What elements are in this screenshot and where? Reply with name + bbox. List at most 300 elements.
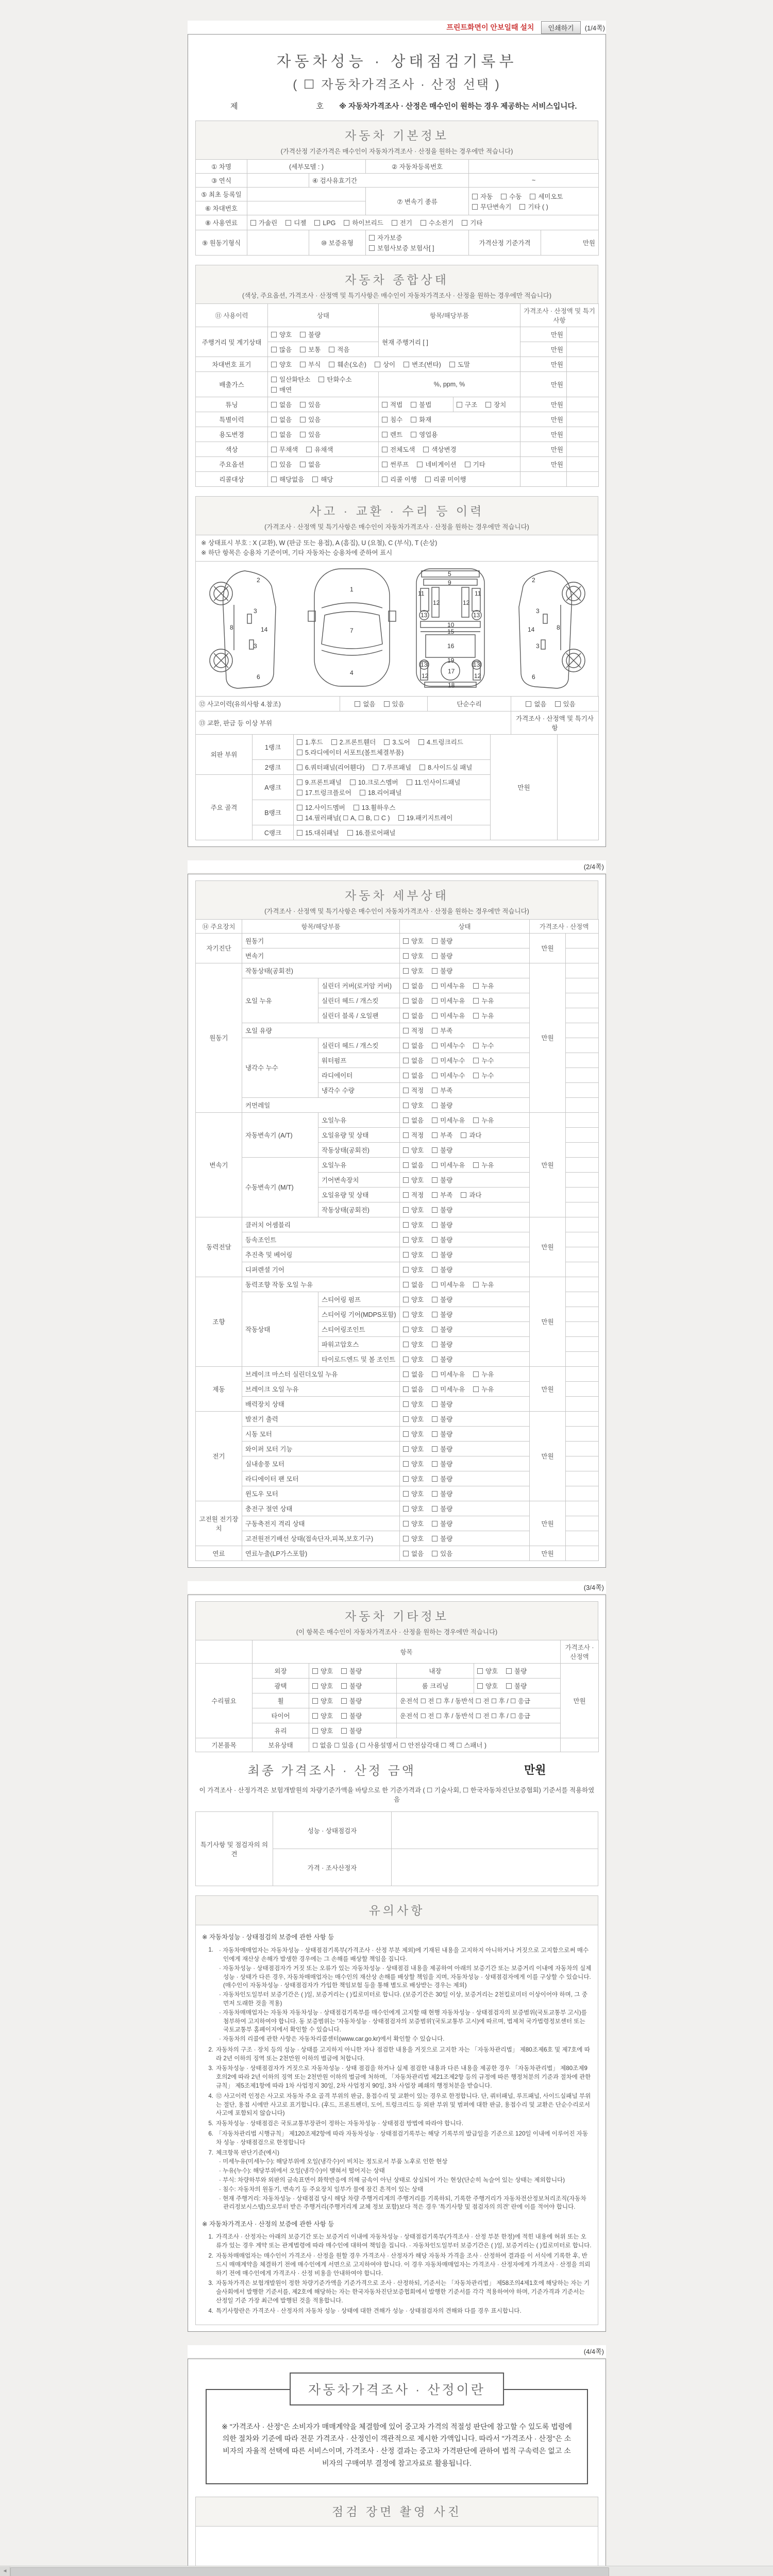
checkbox-option[interactable]: 렌트: [382, 429, 402, 439]
checkbox-option[interactable]: 불량: [432, 1473, 452, 1484]
checkbox-option[interactable]: 전체도색: [382, 444, 415, 454]
checkbox-option[interactable]: 네비게이션: [417, 459, 456, 469]
checkbox-option[interactable]: 과다: [461, 1190, 481, 1200]
checkbox-option[interactable]: 11.인사이드패널: [407, 777, 461, 787]
checkbox-option[interactable]: 양호: [403, 1324, 424, 1334]
notes-item: [202, 2130, 592, 2147]
checkbox-icon: [432, 1252, 438, 1258]
checkbox-option[interactable]: 양호: [403, 1354, 424, 1364]
checkbox-icon: [457, 402, 462, 408]
checkbox-option[interactable]: 없음: [403, 1115, 424, 1125]
checkbox-option[interactable]: 불량: [432, 1429, 452, 1439]
checkbox-icon: [344, 220, 349, 226]
table-row: [196, 1693, 599, 1708]
checkbox-option[interactable]: 양호: [403, 1429, 424, 1439]
checkbox-option[interactable]: 있음: [300, 414, 321, 425]
notes-section2-title: ※ 자동차가격조사 · 산정의 보증에 관한 사항 등: [202, 2221, 334, 2228]
checkbox-option[interactable]: 적정: [403, 1190, 424, 1200]
svg-text:19: 19: [447, 656, 455, 664]
checkbox-option[interactable]: 해당없음: [271, 474, 304, 484]
checkbox-option[interactable]: 미세누유: [432, 1279, 465, 1290]
checkbox-icon: [271, 447, 277, 452]
install-notice-link[interactable]: 프린트화면이 안보일때 설치: [446, 23, 534, 31]
row-label: 내장: [397, 1663, 474, 1678]
checkbox-option[interactable]: 양호: [403, 1518, 424, 1529]
checkbox-option[interactable]: 양호: [312, 1710, 333, 1721]
checkbox-icon: [382, 447, 388, 452]
cell: 발전기 출력: [242, 1411, 400, 1426]
checkbox-option[interactable]: 18.리어패널: [360, 787, 402, 798]
history-note: (가격조사 · 산정액 및 특기사항은 매수인이 자동차가격조사 · 산정을 원하는 경우에만 적습니다): [264, 523, 529, 531]
checkbox-option[interactable]: 가솔린: [250, 217, 277, 228]
checkbox-icon: [271, 332, 277, 337]
checkbox-icon: [300, 362, 306, 367]
cell: [400, 1277, 530, 1292]
checkbox-option[interactable]: 불량: [432, 965, 452, 976]
cell: [400, 1516, 530, 1531]
checkbox-option[interactable]: 6.쿼터패널(리어휀다): [297, 762, 364, 772]
checkbox-option[interactable]: 없음: [271, 414, 292, 425]
checkbox-icon: [297, 739, 303, 745]
checkbox-option[interactable]: 있음: [384, 699, 405, 709]
checkbox-option[interactable]: 상이: [375, 359, 395, 369]
checkbox-option[interactable]: 불량: [432, 936, 452, 946]
checkbox-option[interactable]: 기타 ( ): [519, 201, 548, 212]
checkbox-icon: [382, 402, 388, 408]
blank-cell: [567, 342, 599, 357]
checkbox-option[interactable]: 4.트렁크리드: [418, 737, 463, 747]
checkbox-option[interactable]: 양호: [403, 1234, 424, 1245]
checkbox-option[interactable]: 불량: [432, 1518, 452, 1529]
checkbox-option[interactable]: 화재: [411, 414, 431, 425]
checkbox-option[interactable]: 3.도어: [384, 737, 410, 747]
field-label: ⑥ 차대번호: [196, 201, 247, 215]
cell: 워터펌프: [318, 1053, 400, 1067]
scroll-left-arrow-icon[interactable]: ◄: [0, 2567, 10, 2576]
checkbox-option[interactable]: 양호: [403, 1399, 424, 1409]
checkbox-option[interactable]: 적정: [403, 1025, 424, 1036]
checkbox-option[interactable]: 불량: [432, 1234, 452, 1245]
checkbox-option[interactable]: 적정: [403, 1130, 424, 1140]
checkbox-option[interactable]: 적음: [329, 344, 349, 354]
checkbox-option[interactable]: 부족: [432, 1130, 452, 1140]
checkbox-option[interactable]: 불량: [432, 1205, 452, 1215]
checkbox-option[interactable]: 불량: [341, 1666, 362, 1676]
cell: [400, 1097, 530, 1112]
checkbox-option[interactable]: 없음: [403, 1070, 424, 1080]
checkbox-icon: [432, 1476, 438, 1482]
checkbox-icon: [312, 477, 318, 482]
checkbox-option[interactable]: 누유: [473, 1384, 494, 1394]
checkbox-option[interactable]: 양호: [312, 1696, 333, 1706]
checkbox-option[interactable]: 있음: [271, 459, 292, 469]
checkbox-icon: [369, 235, 375, 241]
cell: [566, 1381, 599, 1396]
cell: 파워고압호스: [318, 1336, 400, 1351]
checkbox-option[interactable]: 양호: [477, 1681, 498, 1691]
checkbox-option[interactable]: 도말: [449, 359, 470, 369]
checkbox-option[interactable]: 불법: [411, 399, 431, 410]
checkbox-option[interactable]: 누유: [473, 1010, 494, 1021]
checkbox-option[interactable]: 있음: [300, 429, 321, 439]
table-row: [196, 1708, 599, 1723]
checkbox-option[interactable]: 일산화탄소: [271, 374, 310, 384]
room-cleaning-options: [474, 1678, 561, 1693]
checkbox-option[interactable]: 양호: [271, 359, 292, 369]
notes-bullet: · 누유(누수): 해당부위에서 오일(냉각수)이 맺혀서 떨어지는 상태: [219, 2167, 385, 2175]
checkbox-option[interactable]: 많음: [271, 344, 292, 354]
cell: [566, 1232, 599, 1247]
row-label: 유리: [253, 1723, 309, 1738]
checkbox-option[interactable]: 양호: [312, 1681, 333, 1691]
checkbox-option[interactable]: 적법: [382, 399, 402, 410]
notes-item: [202, 2064, 592, 2090]
cell: [566, 1501, 599, 1516]
table-row: [196, 1663, 599, 1678]
checkbox-icon: [300, 462, 306, 467]
notes-item-number: 6.: [208, 2130, 213, 2138]
checkbox-option[interactable]: 기타: [462, 217, 482, 228]
checkbox-option[interactable]: 부족: [432, 1190, 452, 1200]
field-label: ⑩ 보증유형: [309, 230, 366, 256]
checkbox-option[interactable]: 없음: [403, 1384, 424, 1394]
checkbox-option[interactable]: 기타: [465, 459, 485, 469]
checkbox-icon: [432, 1416, 438, 1422]
checkbox-option[interactable]: 영업용: [411, 429, 438, 439]
checkbox-option[interactable]: 침수: [382, 414, 402, 425]
checkbox-option[interactable]: 없음: [403, 1160, 424, 1170]
checkbox-option[interactable]: 불량: [432, 1414, 452, 1424]
table-row: [196, 457, 599, 472]
checkbox-icon: [432, 1536, 438, 1541]
checkbox-option[interactable]: 19.패키지트레이: [398, 812, 453, 823]
checkbox-option[interactable]: 양호: [403, 1219, 424, 1230]
checkbox-option[interactable]: 불량: [432, 1264, 452, 1275]
checkbox-option[interactable]: 불량: [341, 1696, 362, 1706]
history-legend: [195, 535, 598, 562]
tuning-legal-options: [379, 397, 453, 412]
checkbox-option[interactable]: 불량: [432, 1339, 452, 1349]
checkbox-option[interactable]: 누수: [473, 1040, 494, 1050]
checkbox-option[interactable]: 세미오토: [530, 191, 563, 201]
checkbox-option[interactable]: 없음: [271, 399, 292, 410]
checkbox-option[interactable]: 훼손(오손): [329, 359, 366, 369]
notes-item: [202, 2307, 592, 2316]
row-label: 타이어: [253, 1708, 309, 1723]
checkbox-option[interactable]: 부족: [432, 1085, 452, 1095]
checkbox-option[interactable]: 양호: [403, 1339, 424, 1349]
checkbox-option[interactable]: 1.후드: [297, 737, 323, 747]
checkbox-option[interactable]: 구조: [457, 399, 477, 410]
checkbox-option[interactable]: 누유: [473, 1369, 494, 1379]
rank2-options: [294, 759, 491, 774]
cell: 만원: [530, 1366, 566, 1411]
rank-label: 2랭크: [253, 759, 294, 774]
checkbox-option[interactable]: 미세누유: [432, 1384, 465, 1394]
checkbox-option[interactable]: 양호: [312, 1666, 333, 1676]
checkbox-option[interactable]: 양호: [403, 1294, 424, 1304]
emission-options: [268, 372, 379, 397]
checkbox-option[interactable]: 없음: [403, 1010, 424, 1021]
checkbox-option[interactable]: 불량: [432, 1219, 452, 1230]
checkbox-option[interactable]: 양호: [403, 1145, 424, 1155]
checkbox-option[interactable]: 유채색: [306, 444, 333, 454]
checkbox-option[interactable]: 누유: [473, 1279, 494, 1290]
checkbox-option[interactable]: 색상변경: [423, 444, 456, 454]
checkbox-option[interactable]: 없음: [300, 459, 321, 469]
etc-note: (이 항목은 매수인이 자동차가격조사 · 산정을 원하는 경우에만 적습니다): [296, 1628, 498, 1636]
checkbox-option[interactable]: 미세누유: [432, 980, 465, 991]
checkbox-option[interactable]: 불량: [432, 1399, 452, 1409]
checkbox-option[interactable]: 양호: [403, 1444, 424, 1454]
checkbox-icon: [462, 220, 467, 226]
checkbox-option[interactable]: 9.프론트패널: [297, 777, 342, 787]
checkbox-option[interactable]: 14.필러패널( ☐ A, ☐ B, ☐ C ): [297, 812, 390, 823]
checkbox-option[interactable]: 양호: [403, 1249, 424, 1260]
checkbox-option[interactable]: 양호: [271, 329, 292, 340]
checkbox-option[interactable]: 불량: [432, 1503, 452, 1514]
cell: 만원: [530, 1411, 566, 1501]
checkbox-option[interactable]: 누수: [473, 1055, 494, 1065]
checkbox-option[interactable]: 불량: [432, 1324, 452, 1334]
cell: 원동기: [196, 963, 242, 1112]
checkbox-option[interactable]: 불량: [432, 1249, 452, 1260]
checkbox-option[interactable]: 불량: [506, 1666, 527, 1676]
checkbox-option[interactable]: 있음: [555, 699, 576, 709]
checkbox-icon: [297, 750, 303, 755]
checkbox-option[interactable]: 부식: [300, 359, 321, 369]
svg-text:7: 7: [350, 626, 354, 634]
checkbox-icon: [403, 1491, 409, 1497]
cell: 연료누출(LP가스포함): [242, 1546, 400, 1561]
checkbox-option[interactable]: 탄화수소: [318, 374, 351, 384]
checkbox-option[interactable]: 13.휠하우스: [354, 802, 396, 812]
outer-panel-label: 외판 부위: [196, 734, 253, 774]
checkbox-option[interactable]: 없음: [403, 1055, 424, 1065]
checkbox-option[interactable]: 미세누수: [432, 1055, 465, 1065]
row-label: 리콜대상: [196, 472, 268, 487]
cell: [566, 933, 599, 948]
checkbox-option[interactable]: 양호: [403, 1473, 424, 1484]
checkbox-icon: [271, 377, 277, 382]
checkbox-option[interactable]: 누유: [473, 1160, 494, 1170]
checkbox-option[interactable]: 미세누유: [432, 1010, 465, 1021]
notes-item: [202, 1946, 592, 2044]
checkbox-option[interactable]: 누수: [473, 1070, 494, 1080]
checkbox-option[interactable]: 적정: [403, 1085, 424, 1095]
checkbox-option[interactable]: 없음: [403, 1369, 424, 1379]
document-column: [188, 21, 606, 2576]
checkbox-option[interactable]: 양호: [403, 936, 424, 946]
checkbox-icon: [432, 983, 438, 989]
checkbox-option[interactable]: 미세누수: [432, 1040, 465, 1050]
checkbox-option[interactable]: 12.사이드멤버: [297, 802, 345, 812]
notes-item-text: 특기사항란은 가격조사 · 산정자의 자동차 성능 · 상태에 대한 견해가 성능 · 상태점검자의 견해와 다를 경우 표시합니다.: [216, 2307, 522, 2314]
checkbox-option[interactable]: 불량: [432, 951, 452, 961]
comprehensive-note: (색상, 주요옵션, 가격조사 · 산정액 및 특기사항은 매수인이 자동차가격조사 · 산정을 원하는 경우에만 적습니다): [242, 292, 552, 299]
checkbox-option[interactable]: 없음: [403, 1548, 424, 1558]
checkbox-icon: [432, 1446, 438, 1452]
checkbox-option[interactable]: 양호: [403, 1309, 424, 1319]
checkbox-option[interactable]: 리콜 미이행: [425, 474, 466, 484]
row-label: 용도변경: [196, 427, 268, 442]
checkbox-option[interactable]: 없음: [355, 699, 375, 709]
cell: 작동상태(공회전): [242, 963, 400, 978]
checkbox-option[interactable]: 10.크로스멤버: [350, 777, 398, 787]
checkbox-option[interactable]: 불량: [432, 1354, 452, 1364]
checkbox-option[interactable]: 불량: [432, 1175, 452, 1185]
checkbox-icon: [432, 1192, 438, 1198]
checkbox-icon: [403, 938, 409, 944]
checkbox-option[interactable]: 양호: [403, 1100, 424, 1110]
checkbox-option[interactable]: 불량: [341, 1725, 362, 1736]
checkbox-option[interactable]: 있음: [300, 399, 321, 410]
checkbox-option[interactable]: 불량: [432, 1459, 452, 1469]
table-row: [196, 174, 599, 188]
checkbox-option[interactable]: 7.루프패널: [373, 762, 411, 772]
checkbox-option[interactable]: 15.대쉬패널: [297, 827, 339, 838]
checkbox-option[interactable]: 누유: [473, 995, 494, 1006]
checkbox-icon: [312, 1698, 318, 1704]
checkbox-option[interactable]: 없음: [403, 1040, 424, 1050]
checkbox-option[interactable]: 미세누유: [432, 995, 465, 1006]
checkbox-option[interactable]: 무채색: [271, 444, 298, 454]
checkbox-option[interactable]: 불량: [432, 1533, 452, 1544]
checkbox-option[interactable]: 없음: [271, 429, 292, 439]
checkbox-option[interactable]: 수동: [501, 191, 522, 201]
notes-item-text: 자동차성능 · 상태점검자가 거짓으로 자동차성능 · 상태 점검을 하거나 실제 점검한 내용과 다른 내용을 제공한 경우 「자동차관리법」 제80조제9호의2에 따라 2년 이하의 징역 또는 2천만원 이하의 벌금에 처하며, 「자동차관리법 제21조제2항 등의 규정에 따른 행정처분의 기준과 절차에 관한 규칙」 제5조제1항에 따라 1차 사업정지 30일, 2차 사업정지 90일, 3차 사업장 폐쇄의 행정처분을 받습니다.: [216, 2065, 591, 2090]
checkbox-icon: [354, 805, 359, 810]
checkbox-option[interactable]: 불량: [432, 1145, 452, 1155]
fuel-options: [247, 215, 599, 230]
notes-item-number: 2.: [208, 2046, 213, 2053]
checkbox-option[interactable]: 양호: [312, 1725, 333, 1736]
checkbox-icon: [411, 402, 416, 408]
checkbox-option[interactable]: 양호: [403, 965, 424, 976]
checkbox-option[interactable]: 양호: [403, 1175, 424, 1185]
print-button[interactable]: 인쇄하기: [541, 21, 580, 34]
checkbox-option[interactable]: 불량: [432, 1488, 452, 1499]
notes-bullet: · 자동차성능 · 상태점검자가 거짓 또는 오류가 있는 자동차성능 · 상태점검 내용을 제공하여 아래의 보증기간 또는 보증거리 이내에 자동차의 실제 성능 · 상태가 다른 경우, 자동차매매업자는 매수인의 재산상 손해를 배상할 책임을 지며, 자동차성능 · 상태점검자에게 이를 구상할 수 있습니다.(매수인이 자동차성능 · 상태점검자가 가입한 책임보험 등을 통해 별도로 배상받는 경우는 제외): [219, 1964, 592, 1989]
checkbox-option[interactable]: 미세누유: [432, 1115, 465, 1125]
cell: 실린더 커버(로커암 커버): [318, 978, 400, 993]
table-row: [196, 304, 599, 327]
blank-cell: [567, 327, 599, 342]
checkbox-option[interactable]: 썬루프: [382, 459, 409, 469]
checkbox-option[interactable]: 장치: [485, 399, 506, 410]
checkbox-option[interactable]: 8.사이드실 패널: [419, 762, 472, 772]
checkbox-option[interactable]: LPG: [314, 219, 335, 227]
col-header: 가격조사 · 산정액 및 특기사항: [520, 304, 599, 327]
checkbox-icon: [461, 1192, 466, 1198]
checkbox-option[interactable]: 불량: [341, 1710, 362, 1721]
checkbox-option[interactable]: 양호: [403, 1414, 424, 1424]
checkbox-option[interactable]: 누유: [473, 980, 494, 991]
blank-cell: [567, 397, 599, 412]
cell: 충전구 절연 상태: [242, 1501, 400, 1516]
checkbox-option[interactable]: 미세누수: [432, 1070, 465, 1080]
checkbox-option[interactable]: 변조(변타): [404, 359, 441, 369]
cell: [566, 1292, 599, 1307]
rank-label: A랭크: [253, 774, 294, 800]
svg-text:3: 3: [536, 607, 540, 615]
checkbox-option[interactable]: 17.트렁크플로어: [297, 787, 351, 798]
cell: [400, 978, 530, 993]
wheel-detail-cell: 운전석 ☐ 전 ☐ 후 / 동반석 ☐ 전 ☐ 후 / ☐ 응급: [397, 1693, 561, 1708]
checkbox-option[interactable]: 불량: [506, 1681, 527, 1691]
scrollbar-thumb[interactable]: [10, 2567, 609, 2576]
checkbox-option[interactable]: 없음: [526, 699, 546, 709]
checkbox-option[interactable]: 양호: [477, 1666, 498, 1676]
checkbox-option[interactable]: 불량: [432, 1309, 452, 1319]
checkbox-option[interactable]: 불량: [300, 329, 321, 340]
checkbox-option[interactable]: 없음: [403, 995, 424, 1006]
cell: [400, 1501, 530, 1516]
checkbox-option[interactable]: 불량: [341, 1681, 362, 1691]
cell: [400, 1292, 530, 1307]
checkbox-option[interactable]: 미세누유: [432, 1369, 465, 1379]
checkbox-option[interactable]: 하이브리드: [344, 217, 383, 228]
checkbox-option[interactable]: 양호: [403, 1533, 424, 1544]
checkbox-option[interactable]: 매연: [271, 384, 292, 395]
checkbox-option[interactable]: 과다: [461, 1130, 481, 1140]
checkbox-icon: [432, 1237, 438, 1243]
checkbox-option[interactable]: 자동: [472, 191, 493, 201]
cell: 오일 유량: [242, 1023, 400, 1038]
checkbox-option[interactable]: 불량: [432, 1444, 452, 1454]
checkbox-option[interactable]: 보험사보증 보험사[ ]: [369, 243, 434, 253]
checkbox-icon: [382, 432, 388, 437]
checkbox-option[interactable]: 있음: [432, 1548, 452, 1558]
checkbox-option[interactable]: 5.라디에이터 서포트(볼트체결부품): [297, 747, 404, 757]
checkbox-option[interactable]: 없음: [403, 1279, 424, 1290]
checkbox-icon: [297, 790, 303, 795]
checkbox-option[interactable]: 불량: [432, 1100, 452, 1110]
checkbox-option[interactable]: 양호: [403, 1459, 424, 1469]
checkbox-option[interactable]: 양호: [403, 1264, 424, 1275]
checkbox-option[interactable]: 16.플로어패널: [347, 827, 396, 838]
horizontal-scrollbar[interactable]: [0, 2566, 773, 2576]
checkbox-icon: [382, 477, 388, 482]
checkbox-option[interactable]: 미세누유: [432, 1160, 465, 1170]
checkbox-option[interactable]: 무단변속기: [472, 201, 511, 212]
checkbox-option[interactable]: 자가보증: [369, 232, 402, 243]
checkbox-option[interactable]: 수소전기: [421, 217, 453, 228]
color-options: [268, 442, 379, 457]
checkbox-option[interactable]: 디젤: [285, 217, 306, 228]
checkbox-icon: [423, 447, 429, 452]
checkbox-option[interactable]: 해당: [312, 474, 333, 484]
checkbox-option[interactable]: 없음: [403, 980, 424, 991]
checkbox-option[interactable]: 양호: [403, 1205, 424, 1215]
hold-state-label: 보유상태: [253, 1738, 309, 1752]
checkbox-option[interactable]: 양호: [403, 1488, 424, 1499]
checkbox-option[interactable]: 양호: [403, 951, 424, 961]
checkbox-option[interactable]: 전기: [392, 217, 412, 228]
checkbox-icon: [347, 830, 353, 836]
table-row: [196, 327, 599, 342]
checkbox-option[interactable]: 양호: [403, 1503, 424, 1514]
checkbox-option[interactable]: 불량: [432, 1294, 452, 1304]
checkbox-option[interactable]: 보통: [300, 344, 321, 354]
checkbox-option[interactable]: 누유: [473, 1115, 494, 1125]
svg-text:13: 13: [473, 660, 480, 668]
checkbox-option[interactable]: 리콜 이행: [382, 474, 417, 484]
checkbox-option[interactable]: 부족: [432, 1025, 452, 1036]
checkbox-icon: [432, 1028, 438, 1033]
checkbox-option[interactable]: 2.프론트휀더: [331, 737, 376, 747]
checkbox-icon: [432, 938, 438, 944]
